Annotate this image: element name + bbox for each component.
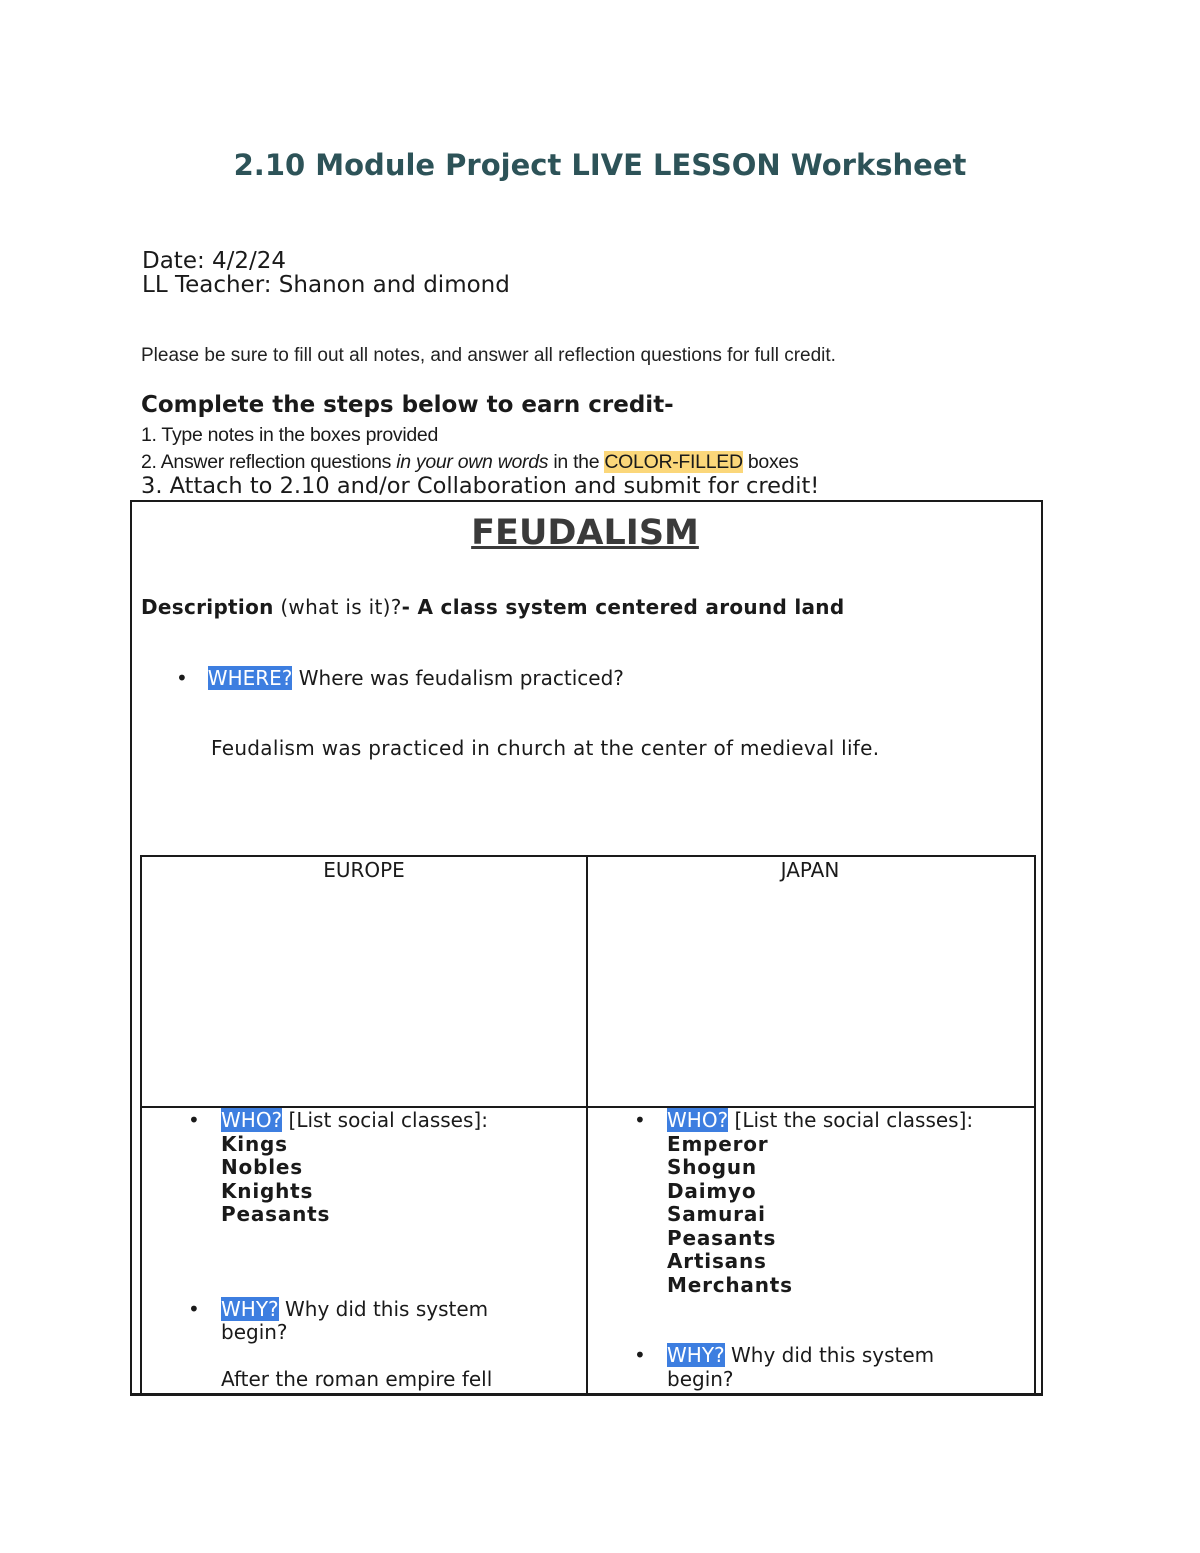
why-question: Why did this system — [278, 1296, 489, 1321]
step-2-text-c: boxes — [742, 451, 799, 473]
europe-cell[interactable] — [188, 1109, 492, 1392]
where-line — [176, 666, 624, 690]
step-1: 1. Type notes in the boxes provided — [141, 424, 439, 446]
description-label: Description — [141, 595, 274, 619]
class-item: Emperor — [667, 1131, 769, 1156]
where-tag: WHERE? — [207, 666, 293, 690]
where-answer[interactable]: Feudalism was practiced in church at the center of medieval life. — [211, 736, 880, 760]
feudalism-heading: FEUDALISM — [471, 513, 699, 553]
step-2-italic: in your own words — [396, 451, 549, 473]
why-question: Why did this system — [724, 1343, 935, 1367]
who-tag: WHO? — [667, 1108, 729, 1132]
class-item: Peasants — [667, 1225, 777, 1250]
where-question: Where was feudalism practiced? — [292, 666, 624, 690]
who-question: [List the social classes]: — [728, 1108, 974, 1132]
class-item: Artisans — [667, 1249, 767, 1273]
step-2 — [141, 451, 798, 474]
bullet-icon: • — [176, 666, 188, 690]
step-2-text-a: 2. Answer reflection questions — [141, 451, 397, 473]
japan-why-item — [634, 1344, 973, 1368]
class-item: Knights — [221, 1178, 314, 1203]
class-item: Kings — [221, 1131, 288, 1156]
class-item: Nobles — [221, 1155, 303, 1179]
color-filled-highlight: COLOR-FILLED — [604, 451, 743, 473]
step-3: 3. Attach to 2.10 and/or Collaboration and submit for credit! — [141, 473, 820, 499]
class-item: Shogun — [667, 1155, 757, 1179]
who-tag: WHO? — [221, 1108, 283, 1132]
page-title: 2.10 Module Project LIVE LESSON Worksheet — [233, 148, 967, 182]
europe-why-answer: After the roman empire fell — [221, 1367, 493, 1391]
class-item: Daimyo — [667, 1178, 757, 1203]
why-question-cont: begin? — [221, 1320, 288, 1344]
description-answer: - A class system centered around land — [401, 595, 845, 619]
japan-who-item — [634, 1109, 973, 1133]
europe-who-item — [188, 1109, 492, 1133]
step-2-text-b: in the — [548, 451, 605, 473]
instructions-note: Please be sure to fill out all notes, and answer all reflection questions for full credit. — [141, 345, 836, 366]
teacher-label: LL Teacher: Shanon and dimond — [142, 272, 510, 298]
class-item: Samurai — [667, 1202, 766, 1226]
steps-heading: Complete the steps below to earn credit- — [141, 392, 674, 418]
column-header-europe: EUROPE — [323, 858, 405, 882]
japan-cell[interactable] — [634, 1109, 973, 1391]
europe-why-item — [188, 1298, 492, 1322]
class-item: Merchants — [667, 1272, 793, 1297]
who-question: [List social classes]: — [282, 1108, 488, 1132]
why-tag: WHY? — [221, 1296, 279, 1321]
column-header-japan: JAPAN — [780, 858, 840, 882]
description-line — [141, 595, 844, 619]
class-item: Peasants — [221, 1202, 331, 1226]
date-label: Date: 4/2/24 — [142, 248, 287, 274]
table-column-divider — [586, 855, 588, 1393]
description-prompt: (what is it)? — [273, 595, 402, 619]
why-question-cont: begin? — [667, 1366, 734, 1391]
why-tag: WHY? — [667, 1343, 725, 1367]
